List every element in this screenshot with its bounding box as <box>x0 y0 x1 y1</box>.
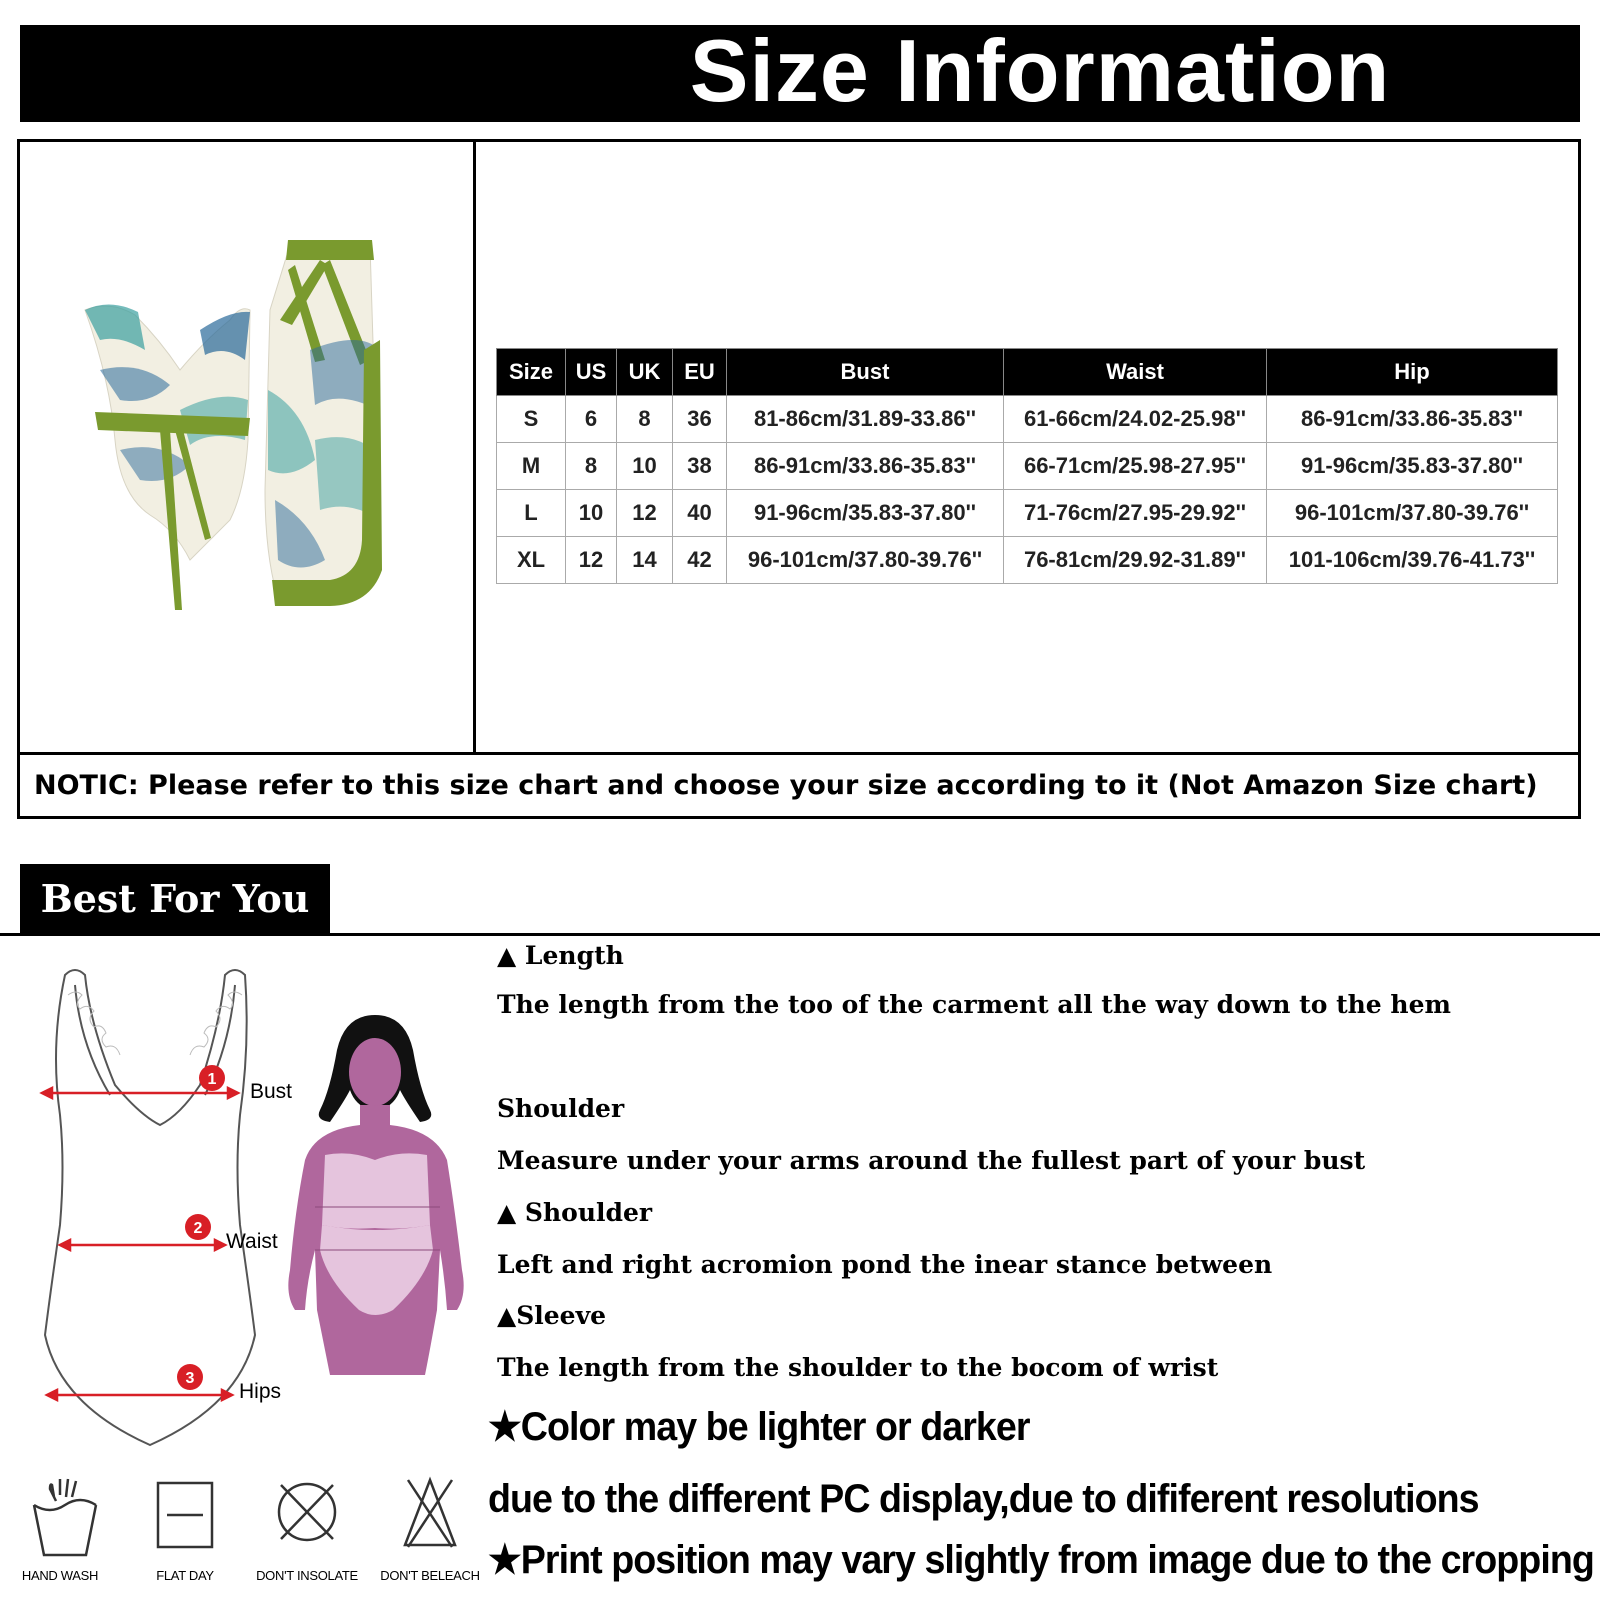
care-label: DON'T BELEACH <box>380 1568 480 1583</box>
bust-cell: 86-91cm/33.86-35.83'' <box>727 443 1004 490</box>
eu-cell: 36 <box>673 396 727 443</box>
bust-label: Bust <box>250 1080 293 1103</box>
size-cell: L <box>497 490 566 537</box>
us-cell: 10 <box>566 490 617 537</box>
marker-2-number: 2 <box>193 1220 203 1237</box>
shoulder-heading: Shoulder <box>497 1094 625 1123</box>
waist-cell: 66-71cm/25.98-27.95'' <box>1004 443 1267 490</box>
body-figure <box>275 1010 475 1375</box>
waist-cell: 61-66cm/24.02-25.98'' <box>1004 396 1267 443</box>
us-cell: 8 <box>566 443 617 490</box>
size-table <box>496 348 1558 584</box>
table-row <box>497 443 1558 490</box>
table-header-row <box>497 349 1558 396</box>
section-title: Best For You <box>40 876 310 921</box>
hip-cell: 86-91cm/33.86-35.83'' <box>1267 396 1558 443</box>
hip-cell: 96-101cm/37.80-39.76'' <box>1267 490 1558 537</box>
print-note: ★Print position may vary slightly from image due to the cropping <box>488 1538 1594 1582</box>
hips-label: Hips <box>239 1380 282 1403</box>
waist-cell: 76-81cm/29.92-31.89'' <box>1004 537 1267 584</box>
column-header-uk: UK <box>617 349 673 396</box>
column-header-size: Size <box>497 349 566 396</box>
table-row <box>497 537 1558 584</box>
bust-cell: 96-101cm/37.80-39.76'' <box>727 537 1004 584</box>
length-description: The length from the too of the carment all the way down to the hem <box>497 990 1451 1019</box>
care-label: FLAT DAY <box>156 1568 214 1583</box>
color-note: ★Color may be lighter or darker <box>488 1405 1030 1449</box>
shoulder-heading-2: ▲ Shoulder <box>497 1198 653 1227</box>
column-header-hip: Hip <box>1267 349 1558 396</box>
uk-cell: 8 <box>617 396 673 443</box>
column-header-waist: Waist <box>1004 349 1267 396</box>
page-title: Size Information <box>689 21 1391 120</box>
frame-divider <box>473 139 476 753</box>
sleeve-heading: ▲Sleeve <box>497 1301 607 1330</box>
eu-cell: 38 <box>673 443 727 490</box>
marker-3-number: 3 <box>185 1370 195 1387</box>
do-not-bleach-icon <box>400 1475 460 1555</box>
eu-cell: 42 <box>673 537 727 584</box>
marker-1-number: 1 <box>207 1071 217 1088</box>
size-notice: NOTIC: Please refer to this size chart and choose your size according to it (Not Amazon Size chart) <box>34 770 1538 801</box>
hip-cell: 101-106cm/39.76-41.73'' <box>1267 537 1558 584</box>
waist-cell: 71-76cm/27.95-29.92'' <box>1004 490 1267 537</box>
length-heading: ▲ Length <box>497 941 624 970</box>
column-header-us: US <box>566 349 617 396</box>
sleeve-description: The length from the shoulder to the bocom of wrist <box>497 1353 1219 1382</box>
do-not-tumble-dry-icon <box>275 1475 340 1550</box>
display-note: due to the different PC display,due to dififerent resolutions <box>488 1477 1479 1521</box>
column-header-eu: EU <box>673 349 727 396</box>
care-label: HAND WASH <box>21 1568 99 1583</box>
column-header-bust: Bust <box>727 349 1004 396</box>
hip-cell: 91-96cm/35.83-37.80'' <box>1267 443 1558 490</box>
flat-dry-icon <box>155 1480 215 1550</box>
us-cell: 12 <box>566 537 617 584</box>
waist-label: Waist <box>226 1230 278 1253</box>
bust-cell: 91-96cm/35.83-37.80'' <box>727 490 1004 537</box>
bust-description: Measure under your arms around the fullest part of your bust <box>497 1146 1366 1175</box>
wrap-skirt-illustration <box>265 240 382 606</box>
table-row <box>497 490 1558 537</box>
table-row <box>497 396 1558 443</box>
product-image <box>80 240 425 635</box>
us-cell: 6 <box>566 396 617 443</box>
shoulder-description: Left and right acromion pond the inear stance between <box>497 1250 1273 1279</box>
uk-cell: 10 <box>617 443 673 490</box>
swimsuit-illustration <box>85 304 250 610</box>
size-cell: XL <box>497 537 566 584</box>
hand-wash-icon <box>30 1475 100 1560</box>
section-divider <box>0 933 1600 936</box>
care-label: DON'T INSOLATE <box>256 1568 358 1583</box>
size-cell: S <box>497 396 566 443</box>
size-cell: M <box>497 443 566 490</box>
uk-cell: 14 <box>617 537 673 584</box>
bust-cell: 81-86cm/31.89-33.86'' <box>727 396 1004 443</box>
uk-cell: 12 <box>617 490 673 537</box>
eu-cell: 40 <box>673 490 727 537</box>
